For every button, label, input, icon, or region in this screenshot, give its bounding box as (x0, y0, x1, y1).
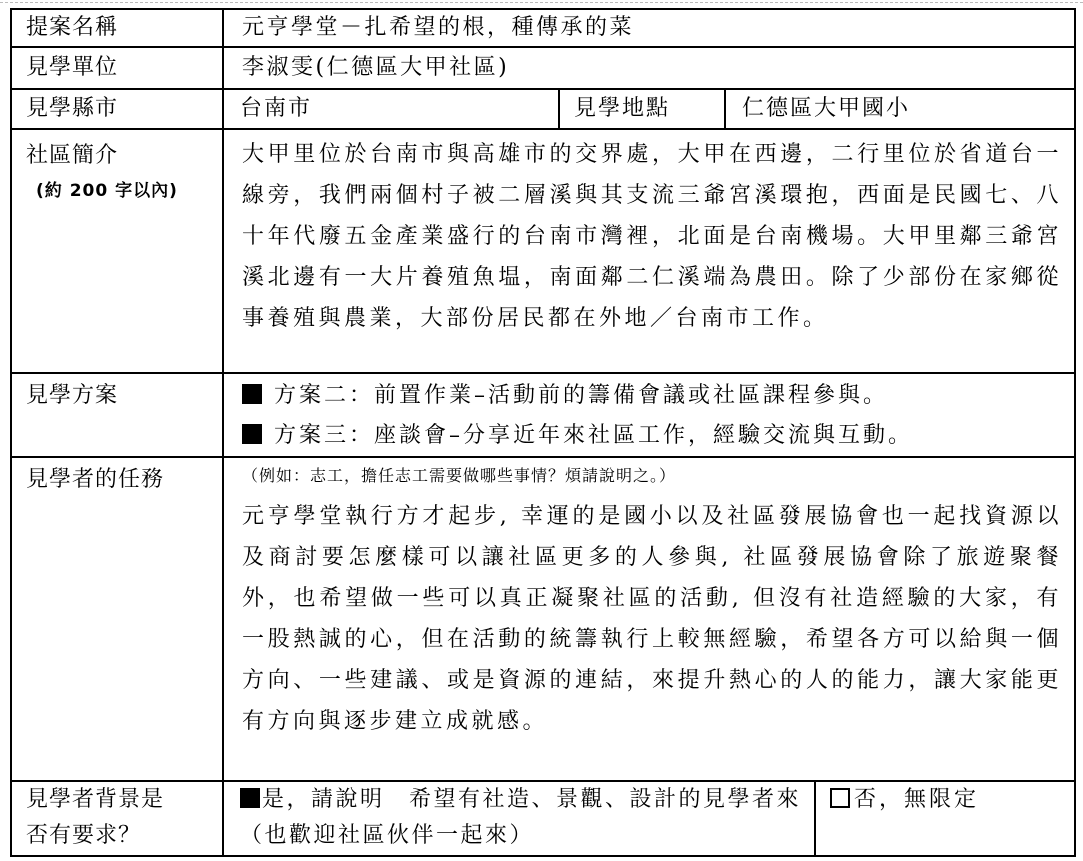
page-top-divider (0, 2, 1083, 5)
visit-plan-option-3-text: 方案三：座談會–分享近年來社區工作，經驗交流與互動。 (274, 423, 914, 448)
visit-plan-option-2-text: 方案二：前置作業–活動前的籌備會議或社區課程參與。 (274, 383, 889, 408)
visit-plan-option-2 (242, 376, 1062, 416)
visitor-background-yes-cell (224, 782, 814, 855)
visit-plan-label: 見學方案 (12, 374, 224, 456)
checked-checkbox-icon (242, 384, 262, 404)
visit-unit-value: 李淑雯(仁德區大甲社區) (242, 55, 510, 80)
visitor-background-no-text: 否，無限定 (854, 787, 980, 812)
visit-location-label: 見學地點 (574, 96, 671, 121)
visitor-background-label-line1: 見學者背景是 (26, 787, 165, 812)
visit-city-value: 台南市 (240, 96, 313, 121)
visitor-background-no-cell (816, 782, 1074, 855)
community-intro-label: 社區簡介 (26, 143, 119, 168)
proposal-name-value: 元亨學堂－扎希望的根，種傳承的菜 (242, 15, 635, 40)
visit-unit-label: 見學單位 (12, 48, 224, 88)
visit-city-label: 見學縣市 (12, 90, 224, 128)
row-community-intro (12, 130, 1074, 374)
row-visit-plan (12, 374, 1074, 458)
community-intro-label-cell (12, 130, 224, 372)
visit-plan-options (224, 374, 1074, 456)
visitor-tasks-label: 見學者的任務 (12, 458, 224, 780)
community-intro-note: (約 200 字以內) (36, 181, 178, 201)
checked-checkbox-icon (240, 788, 260, 808)
visitor-background-label-line2: 否有要求？ (26, 823, 142, 848)
visitor-tasks-text: 元亨學堂執行方才起步, 幸運的是國小以及社區發展協會也一起找資源以及商討要怎麼樣可以讓社區更多的人參與, 社區發展協會除了旅遊聚餐外，也希望做一些可以真正凝聚社區的活動, 但沒有社造經驗的大家，有一股熱誠的心，但在活動的統籌執行上較無經驗，希望各方可以給與一個方向、一些建議、或是資源的連結，來提升熱心的人的能力，讓大家能更有方向與逐步建立成就感。 (242, 504, 1062, 734)
proposal-name-label: 提案名稱 (12, 10, 224, 46)
checked-checkbox-icon (242, 424, 262, 444)
proposal-form-table (10, 8, 1076, 857)
visit-location-value: 仁德區大甲國小 (742, 96, 911, 121)
visitor-tasks-cell (224, 458, 1074, 780)
visitor-tasks-hint: （例如：志工，擔任志工需要做哪些事情？煩請說明之。） (242, 466, 677, 485)
visitor-background-yes-text: 是，請說明 希望有社造、景觀、設計的見學者來（也歡迎社區伙伴一起來） (240, 787, 802, 848)
row-visitor-background (12, 782, 1074, 855)
row-visit-unit (12, 48, 1074, 90)
unchecked-checkbox-icon (830, 788, 850, 808)
row-visitor-tasks (12, 458, 1074, 782)
community-intro-text: 大甲里位於台南市與高雄市的交界處，大甲在西邊，二行里位於省道台一線旁，我們兩個村子被二層溪與其支流三爺宮溪環抱，西面是民國七、八十年代廢五金產業盛行的台南市灣裡，北面是台南機場。大甲里鄰三爺宮溪北邊有一大片養殖魚塭，南面鄰二仁溪端為農田。除了少部份在家鄉從事養殖與農業，大部份居民都在外地／台南市工作。 (242, 142, 1062, 331)
visit-plan-option-3 (242, 416, 1062, 456)
row-visit-city (12, 90, 1074, 130)
visitor-background-label (12, 782, 224, 855)
row-proposal-name (12, 10, 1074, 48)
